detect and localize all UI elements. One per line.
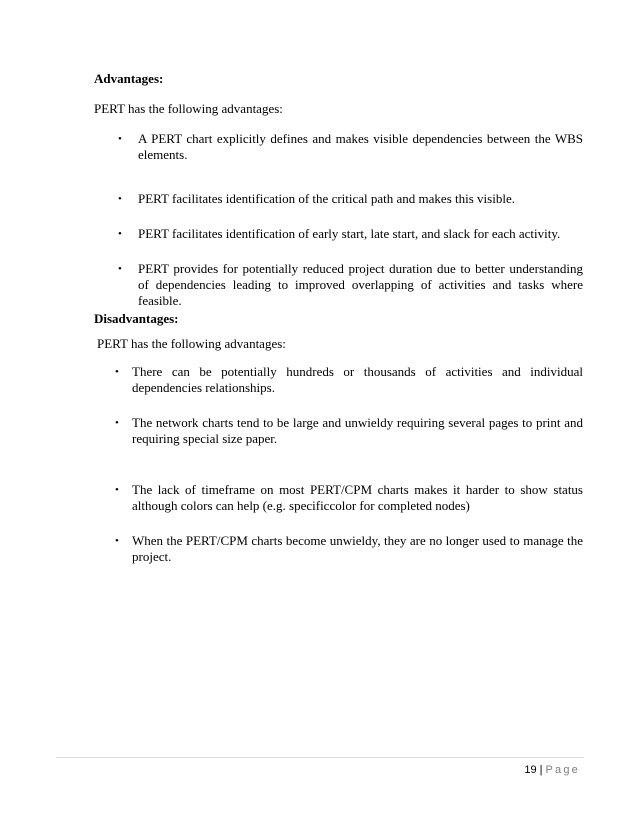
- advantages-item-text: PERT facilitates identification of early start, late start, and slack for each activity.: [138, 226, 561, 241]
- bullet-icon: •: [118, 133, 122, 145]
- disadvantages-list-item: [115, 533, 583, 565]
- page-number: 19: [524, 764, 537, 776]
- bullet-icon: •: [118, 193, 122, 205]
- bullet-icon: •: [115, 366, 119, 378]
- disadvantages-item-text: The lack of timeframe on most PERT/CPM charts makes it harder to show status although colors can help (e.g. specificcolor for completed nodes): [132, 482, 583, 513]
- advantages-item-text: A PERT chart explicitly defines and makes visible dependencies between the WBS elements.: [138, 131, 583, 162]
- bullet-icon: •: [115, 535, 119, 547]
- advantages-heading: Advantages:: [94, 71, 164, 86]
- disadvantages-item-text: There can be potentially hundreds or thousands of activities and individual dependencies relationships.: [132, 364, 583, 395]
- page-footer: [524, 763, 580, 777]
- bullet-icon: •: [115, 484, 119, 496]
- disadvantages-item-text: When the PERT/CPM charts become unwieldy, they are no longer used to manage the project.: [132, 533, 583, 564]
- bullet-icon: •: [118, 263, 122, 275]
- bullet-icon: •: [118, 228, 122, 240]
- disadvantages-intro: PERT has the following advantages:: [97, 336, 286, 351]
- advantages-list-item: [118, 191, 583, 207]
- advantages-item-text: PERT facilitates identification of the critical path and makes this visible.: [138, 191, 515, 206]
- disadvantages-item-text: The network charts tend to be large and unwieldy requiring several pages to print and requiring special size paper.: [132, 415, 583, 446]
- footer-separator: |: [539, 764, 543, 776]
- disadvantages-heading: Disadvantages:: [94, 311, 179, 326]
- advantages-list-item: [118, 226, 583, 242]
- disadvantages-list-item: [115, 415, 583, 447]
- footer-divider: [56, 757, 584, 758]
- bullet-icon: •: [115, 417, 119, 429]
- advantages-item-text: PERT provides for potentially reduced project duration due to better understanding of dependencies leading to improved overlapping of activities and tasks where feasible.: [138, 261, 583, 308]
- disadvantages-list-item: [115, 482, 583, 514]
- advantages-list-item: [118, 261, 583, 308]
- advantages-intro: PERT has the following advantages:: [94, 101, 283, 116]
- advantages-list-item: [118, 131, 583, 163]
- page-label: Page: [545, 764, 580, 776]
- disadvantages-list-item: [115, 364, 583, 396]
